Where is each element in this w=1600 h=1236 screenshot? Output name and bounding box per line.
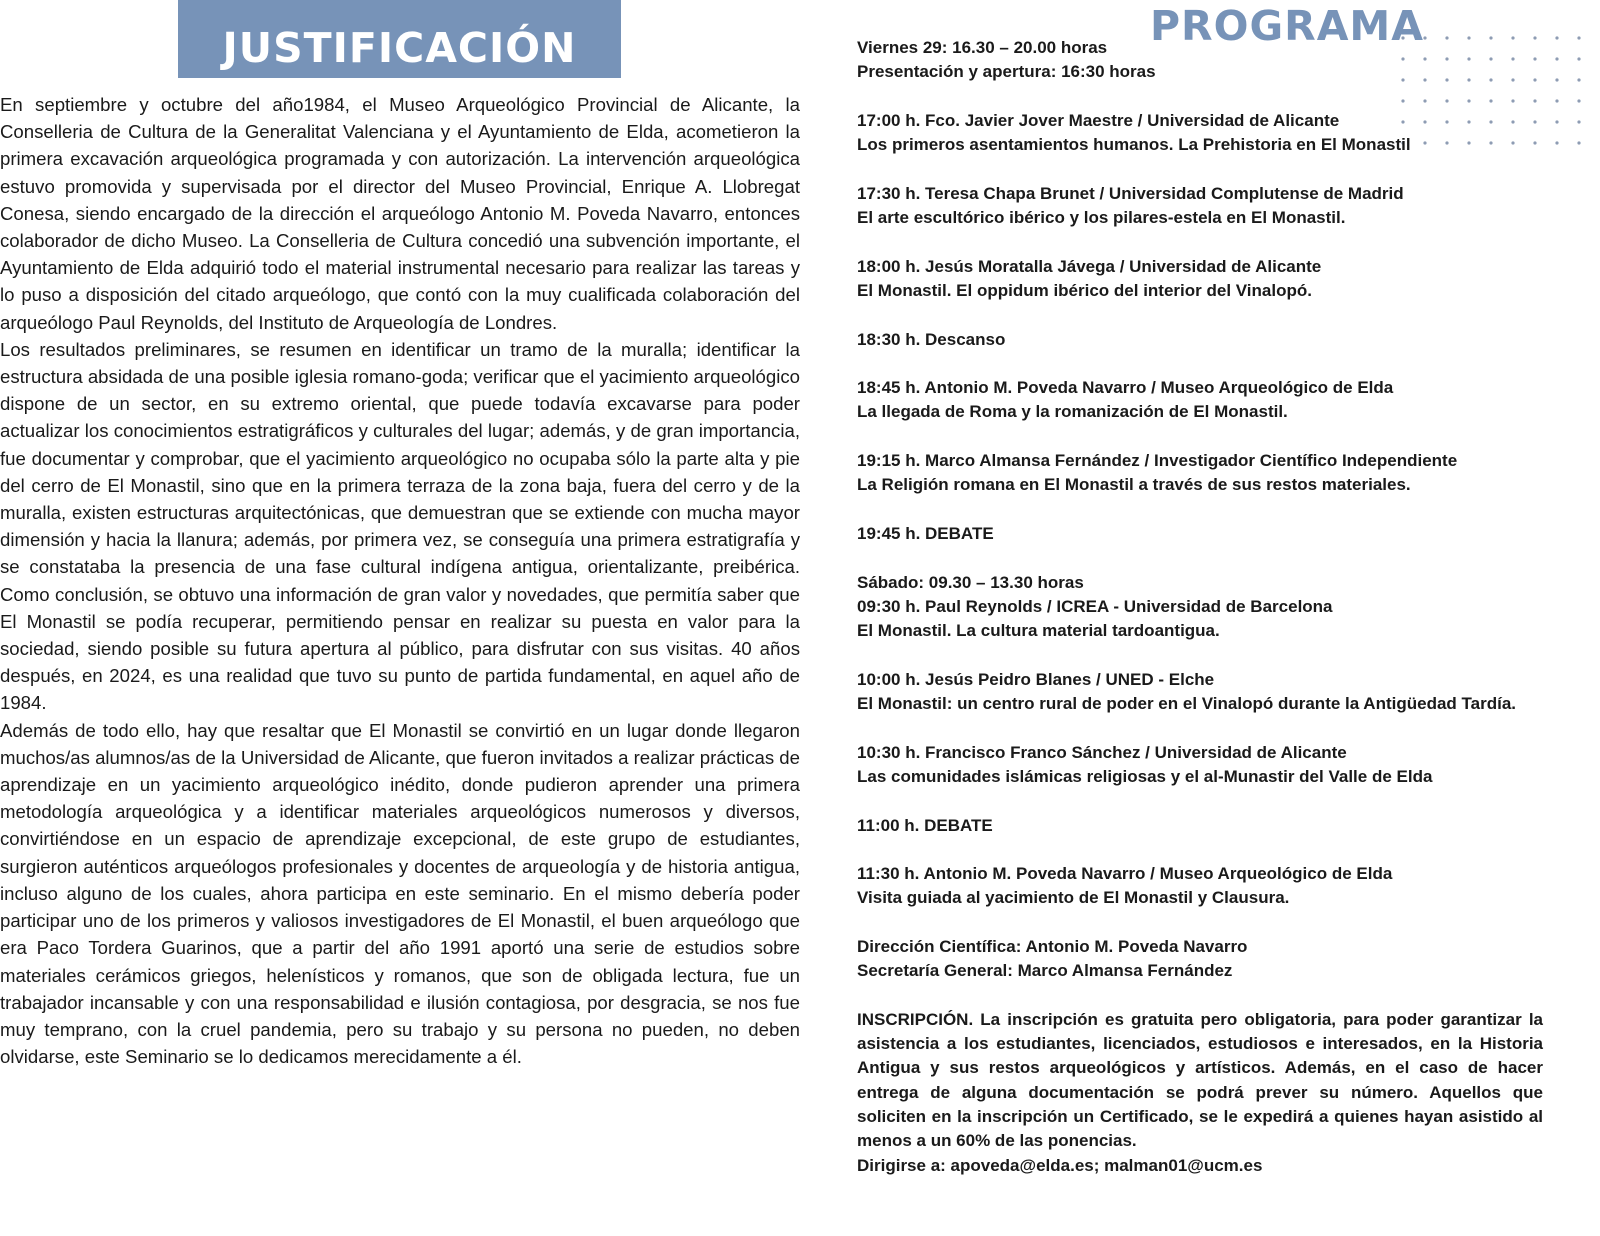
session-topic: Visita guiada al yacimiento de El Monastil y Clausura. xyxy=(857,888,1290,908)
programa-body xyxy=(857,36,1543,1178)
session-item xyxy=(857,595,1543,644)
session-topic: El Monastil. La cultura material tardoantigua. xyxy=(857,621,1220,641)
secretaria-general: Secretaría General: Marco Almansa Fernández xyxy=(857,961,1233,981)
decorative-dot xyxy=(1555,57,1558,60)
session-item xyxy=(857,255,1543,304)
decorative-dot xyxy=(1577,99,1580,102)
justificacion-title: JUSTIFICACIÓN xyxy=(222,24,577,72)
session-topic: El Monastil. El oppidum ibérico del interior del Vinalopó. xyxy=(857,280,1312,300)
session-topic: La Religión romana en El Monastil a través de sus restos materiales. xyxy=(857,475,1411,495)
session-item xyxy=(857,109,1543,158)
session-item xyxy=(857,376,1543,425)
session-speaker: 09:30 h. Paul Reynolds / ICREA - Universidad de Barcelona xyxy=(857,596,1333,616)
session-topic: Los primeros asentamientos humanos. La Prehistoria en El Monastil xyxy=(857,135,1411,155)
session-speaker: 18:00 h. Jesús Moratalla Jávega / Universidad de Alicante xyxy=(857,256,1322,276)
justificacion-paragraph: En septiembre y octubre del año1984, el Museo Arqueológico Provincial de Alicante, la Conselleria de Cultura de la Generalitat Valenciana y el Ayuntamiento de Elda, acometieron la primera excavación arqueológica programada y con autorización. La intervención arqueológica estuvo promovida y supervisada por el director del Museo Provincial, Enrique A. Llobregat Conesa, siendo encargado de la dirección el arqueólogo Antonio M. Poveda Navarro, entonces colaborador de dicho Museo. La Conselleria de Cultura concedió una subvención importante, el Ayuntamiento de Elda adquirió todo el material instrumental necesario para realizar las tareas y lo puso a disposición del citado arqueólogo, que contó con la muy cualificada colaboración del arqueólogo Paul Reynolds, del Instituto de Arqueología de Londres. xyxy=(0,94,800,333)
direccion-cientifica: Dirección Científica: Antonio M. Poveda Navarro xyxy=(857,936,1248,956)
contacto-emails[interactable]: Dirigirse a: apoveda@elda.es; malman01@ucm.es xyxy=(857,1155,1263,1175)
decorative-dot xyxy=(1577,78,1580,81)
session-speaker: 17:30 h. Teresa Chapa Brunet / Universidad Complutense de Madrid xyxy=(857,183,1404,203)
inscripcion-text: INSCRIPCIÓN. La inscripción es gratuita pero obligatoria, para poder garantizar la asistencia a los estudiantes, licenciados, estudiosos e interesados, en la Historia Antigua y sus restos arqueológicos y artísticos. Además, en el caso de hacer entrega de alguna documentación se podrá prever su número. Aquellos que soliciten en la inscripción un Certificado, se le expedirá a quienes hayan asistido al menos a un 60% de las ponencias. xyxy=(857,1009,1543,1151)
session-debate: 19:45 h. DEBATE xyxy=(857,523,994,543)
session-speaker: 18:45 h. Antonio M. Poveda Navarro / Museo Arqueológico de Elda xyxy=(857,378,1394,398)
session-topic: La llegada de Roma y la romanización de El Monastil. xyxy=(857,402,1288,422)
programa-title: PROGRAMA xyxy=(1150,2,1424,50)
session-topic: El Monastil: un centro rural de poder en el Vinalopó durante la Antigüedad Tardía. xyxy=(857,694,1516,714)
session-item xyxy=(857,328,1543,352)
session-item xyxy=(857,449,1543,498)
decorative-dot xyxy=(1555,36,1558,39)
session-item xyxy=(857,862,1543,911)
justificacion-body xyxy=(0,91,800,1070)
session-speaker: 10:30 h. Francisco Franco Sánchez / Universidad de Alicante xyxy=(857,742,1347,762)
decorative-dot xyxy=(1555,99,1558,102)
justificacion-paragraph: Además de todo ello, hay que resaltar que El Monastil se convirtió en un lugar donde llegaron muchos/as alumnos/as de la Universidad de Alicante, que fueron invitados a realizar prácticas de aprendizaje en un yacimiento arqueológico inédito, donde pudieron aprender una primera metodología arqueológica y a identificar materiales arqueológicos numerosos y diversos, convirtiéndose en un espacio de aprendizaje excepcional, de este grupo de estudiantes, surgieron auténticos arqueólogos profesionales y docentes de arqueología y de historia antigua, incluso alguno de los cuales, ahora participa en este seminario. En el mismo debería poder participar uno de los primeros y valiosos investigadores de El Monastil, el buen arqueólogo que era Paco Tordera Guarinos, que a partir del año 1991 aportó una serie de estudios sobre materiales cerámicos griegos, helenísticos y romanos, que son de obligada lectura, fue un trabajador incansable y con una responsabilidad e ilusión contagiosa, por desgracia, se nos fue muy temprano, con la cruel pandemia, pero su trabajo y su persona no pueden, no deben olvidarse, este Seminario se lo dedicamos merecidamente a él. xyxy=(0,719,800,1068)
session-debate: 11:00 h. DEBATE xyxy=(857,815,993,835)
decorative-dot xyxy=(1577,141,1580,144)
justificacion-paragraph: Los resultados preliminares, se resumen en identificar un tramo de la muralla; identificar la estructura absidada de una posible iglesia romano-goda; verificar que el yacimiento arqueológico dispone de un sector, en su extremo oriental, que puede todavía excavarse para poder actualizar los conocimientos estratigráficos y culturales del lugar; además, y de gran importancia, fue documentar y comprobar, que el yacimiento arqueológico no ocupaba sólo la parte alta y pie del cerro de El Monastil, sino que en la primera terraza de la zona baja, fuera del cerro y de la muralla, existen estructuras arquitectónicas, que demuestran que se extiende con mucha mayor dimensión y hacia la llanura; además, por primera vez, se conseguía una primera estratigrafía y se constataba la presencia de una fase cultural indígena antigua, orientalizante, preibérica. Como conclusión, se obtuvo una información de gran valor y novedades, que permitía saber que El Monastil se podía recuperar, permitiendo pensar en realizar su puesta en valor para la sociedad, siendo posible su futura apertura al público, para disfrutar con sus visitas. 40 años después, en 2024, es una realidad que tuvo su punto de partida fundamental, en aquel año de 1984. xyxy=(0,338,801,714)
session-speaker: 11:30 h. Antonio M. Poveda Navarro / Museo Arqueológico de Elda xyxy=(857,864,1393,884)
sabado-header: Sábado: 09.30 – 13.30 horas xyxy=(857,572,1084,592)
session-speaker: 10:00 h. Jesús Peidro Blanes / UNED - Elche xyxy=(857,669,1215,689)
session-topic: El arte escultórico ibérico y los pilares-estela en El Monastil. xyxy=(857,208,1346,228)
viernes-opening: Presentación y apertura: 16:30 horas xyxy=(857,62,1156,82)
justificacion-banner xyxy=(178,0,621,78)
decorative-dot xyxy=(1577,120,1580,123)
session-item xyxy=(857,522,1543,546)
decorative-dot xyxy=(1555,78,1558,81)
session-break: 18:30 h. Descanso xyxy=(857,329,1006,349)
session-topic: Las comunidades islámicas religiosas y el al-Munastir del Valle de Elda xyxy=(857,766,1433,786)
session-item xyxy=(857,814,1543,838)
decorative-dot xyxy=(1577,57,1580,60)
session-speaker: 17:00 h. Fco. Javier Jover Maestre / Universidad de Alicante xyxy=(857,110,1340,130)
decorative-dot xyxy=(1555,120,1558,123)
session-item xyxy=(857,182,1543,231)
viernes-header: Viernes 29: 16.30 – 20.00 horas xyxy=(857,38,1108,57)
session-item xyxy=(857,741,1543,790)
decorative-dot xyxy=(1577,36,1580,39)
session-item xyxy=(857,668,1543,717)
session-speaker: 19:15 h. Marco Almansa Fernández / Investigador Científico Independiente xyxy=(857,451,1458,471)
decorative-dot xyxy=(1555,141,1558,144)
